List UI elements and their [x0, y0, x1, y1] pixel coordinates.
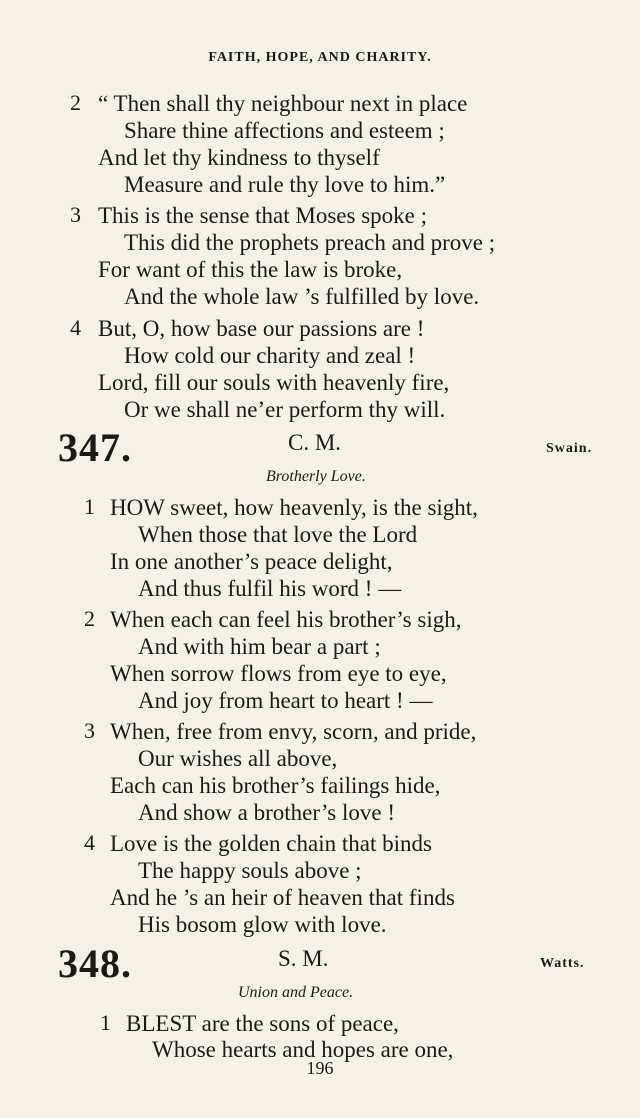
- verse-line: “ Then shall thy neighbour next in place: [98, 91, 468, 116]
- stanza-number: 3: [84, 718, 95, 743]
- verse-line: His bosom glow with love.: [138, 912, 387, 937]
- verse-line: HOW sweet, how heavenly, is the sight,: [110, 495, 478, 520]
- verse-line: And show a brother’s love !: [138, 800, 395, 825]
- verse-line: And the whole law ’s fulfilled by love.: [124, 284, 480, 309]
- verse-line: Lord, fill our souls with heavenly fire,: [98, 370, 450, 395]
- verse-line: The happy souls above ;: [138, 858, 362, 883]
- verse-line: In one another’s peace delight,: [110, 549, 393, 574]
- stanza-number: 4: [70, 315, 81, 340]
- verse-line: Or we shall ne’er perform thy will.: [124, 397, 446, 422]
- verse-line: Share thine affections and esteem ;: [124, 118, 445, 143]
- hymn-subject: Union and Peace.: [238, 984, 354, 1001]
- stanza-number: 1: [100, 1010, 111, 1035]
- verse-line: And let thy kindness to thyself: [98, 145, 380, 170]
- verse-line: When each can feel his brother’s sigh,: [110, 607, 462, 632]
- page-number: 196: [306, 1058, 334, 1078]
- verse-line: And with him bear a part ;: [138, 634, 381, 659]
- tune-name: Swain.: [546, 441, 593, 456]
- hymn-number: 347.: [58, 425, 132, 470]
- verse-line: When those that love the Lord: [138, 522, 418, 547]
- stanza-number: 3: [70, 202, 81, 227]
- stanza-number: 2: [70, 90, 81, 115]
- verse-line: This is the sense that Moses spoke ;: [98, 203, 427, 228]
- verse-line: When sorrow flows from eye to eye,: [110, 661, 447, 686]
- verse-line: When, free from envy, scorn, and pride,: [110, 719, 477, 744]
- verse-line: And joy from heart to heart ! —: [138, 688, 433, 713]
- verse-line: For want of this the law is broke,: [98, 257, 403, 282]
- hymn-meter: S. M.: [278, 946, 329, 971]
- stanza-number: 2: [84, 606, 95, 631]
- verse-line: This did the prophets preach and prove ;: [124, 230, 496, 255]
- verse-line: And thus fulfil his word ! —: [138, 576, 402, 601]
- stanza-number: 1: [84, 494, 95, 519]
- verse-line: Our wishes all above,: [138, 746, 338, 771]
- tune-name: Watts.: [540, 956, 585, 971]
- verse-line: BLEST are the sons of peace,: [126, 1011, 399, 1036]
- verse-line: And he ’s an heir of heaven that finds: [110, 885, 455, 910]
- verse-line: How cold our charity and zeal !: [124, 343, 416, 368]
- stanza-number: 4: [84, 830, 95, 855]
- verse-line: Each can his brother’s failings hide,: [110, 773, 441, 798]
- hymn-number: 348.: [58, 941, 132, 986]
- hymn-subject: Brotherly Love.: [266, 468, 366, 485]
- running-head: FAITH, HOPE, AND CHARITY.: [208, 50, 432, 65]
- verse-line: But, O, how base our passions are !: [98, 316, 425, 341]
- verse-line: Love is the golden chain that binds: [110, 831, 432, 856]
- hymn-meter: C. M.: [288, 430, 342, 455]
- verse-line: Measure and rule thy love to him.”: [124, 172, 446, 197]
- verse-line: Whose hearts and hopes are one,: [152, 1037, 454, 1062]
